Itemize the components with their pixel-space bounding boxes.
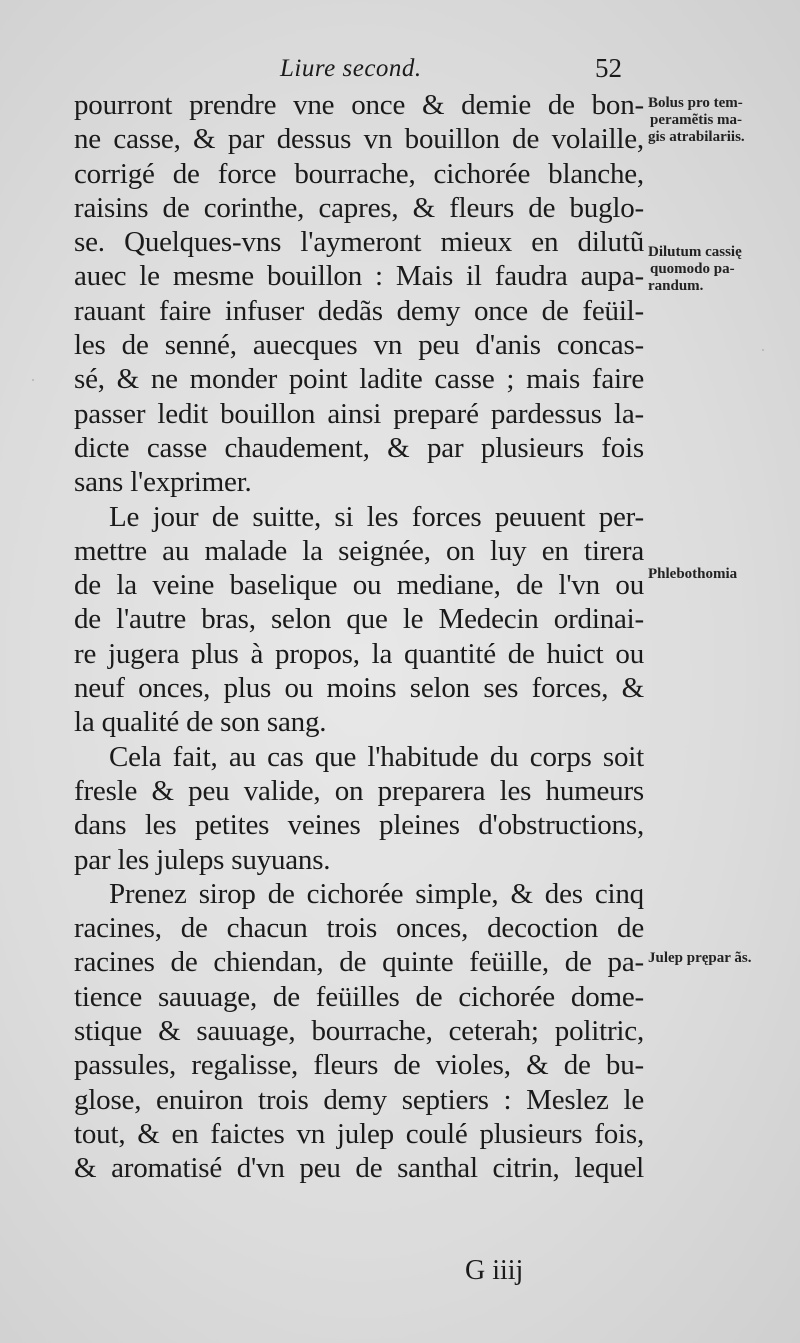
signature-mark: G iiij: [465, 1255, 524, 1286]
text-line: la qualité de son sang.: [74, 706, 327, 739]
text-line: dans les petites veines pleines d'obstructions,: [74, 809, 644, 842]
text-line: stique & sauuage, bourrache, ceterah; politric,: [74, 1015, 644, 1048]
text-line: tout, & en faictes vn julep coulé plusieurs fois,: [74, 1117, 644, 1150]
text-line: glose, enuiron trois demy septiers : Meslez le: [74, 1083, 644, 1116]
text-line: ne casse, & par dessus vn bouillon de volaille,: [74, 123, 644, 156]
text-line: tience sauuage, de feüilles de cichorée dome-: [74, 980, 644, 1013]
text-line: sans l'exprimer.: [74, 466, 252, 499]
text-line: racines de chiendan, de quinte feüille, de pa-: [74, 946, 644, 979]
margin-note-line: quomodo pa-: [650, 261, 735, 277]
text-line: de la veine baselique ou mediane, de l'vn ou: [74, 569, 644, 602]
show-through-mark: ·: [30, 370, 36, 390]
text-line: les de senné, auecques vn peu d'anis concas-: [74, 329, 644, 362]
text-line: auec le mesme bouillon : Mais il faudra aupa-: [74, 260, 644, 293]
margin-note-line: peramẽtis ma-: [650, 112, 743, 128]
text-line: mettre au malade la seignée, on luy en tirera: [74, 534, 644, 567]
running-title: Liure second.: [280, 55, 422, 82]
margin-note-line: randum.: [648, 278, 704, 294]
text-line: sé, & ne monder point ladite casse ; mais faire: [74, 363, 644, 396]
text-line: Le jour de suitte, si les forces peuuent per-: [109, 500, 644, 533]
margin-note-phlebothomia: [648, 566, 737, 583]
text-line: racines, de chacun trois onces, decoction de: [74, 912, 644, 945]
text-line: raisins de corinthe, capres, & fleurs de buglo-: [74, 191, 644, 224]
margin-note-line: Julep prępar ãs.: [648, 950, 752, 966]
text-line: corrigé de force bourrache, cichorée blanche,: [74, 157, 644, 190]
text-line: rauant faire infuser dedãs demy once de feüil-: [74, 294, 644, 327]
margin-note-dilutum: [648, 244, 742, 295]
margin-note-bolus: [648, 95, 745, 146]
margin-note-line: Bolus pro tem-: [648, 95, 743, 111]
text-line: pourront prendre vne once & demie de bon-: [74, 89, 644, 121]
text-line: de l'autre bras, selon que le Medecin ordinai-: [74, 603, 644, 636]
text-line: par les juleps suyuans.: [74, 843, 331, 876]
margin-note-julep: [648, 950, 751, 967]
show-through-mark: ·: [760, 340, 766, 360]
body-text: [74, 88, 644, 1186]
margin-note-line: Dilutum cassię: [648, 244, 742, 260]
page-number: 52: [595, 53, 622, 83]
margin-note-line: Phlebothomia: [648, 566, 738, 582]
text-line: passer ledit bouillon ainsi preparé pardessus la-: [74, 397, 644, 430]
text-line: neuf onces, plus ou moins selon ses forces, &: [74, 672, 644, 705]
text-line: re jugera plus à propos, la quantité de huict ou: [74, 637, 644, 670]
text-line: passules, regalisse, fleurs de violes, & de bu-: [74, 1049, 644, 1082]
text-line: fresle & peu valide, on preparera les humeurs: [74, 774, 644, 807]
text-line: se. Quelques-vns l'aymeront mieux en dilutũ: [74, 226, 644, 259]
margin-note-line: gis atrabilariis.: [648, 129, 745, 145]
text-line: dicte casse chaudement, & par plusieurs fois: [74, 431, 644, 464]
text-line: Cela fait, au cas que l'habitude du corps soit: [109, 740, 644, 773]
text-line: Prenez sirop de cichorée simple, & des cinq: [109, 877, 644, 910]
text-line: & aromatisé d'vn peu de santhal citrin, lequel: [74, 1152, 644, 1185]
